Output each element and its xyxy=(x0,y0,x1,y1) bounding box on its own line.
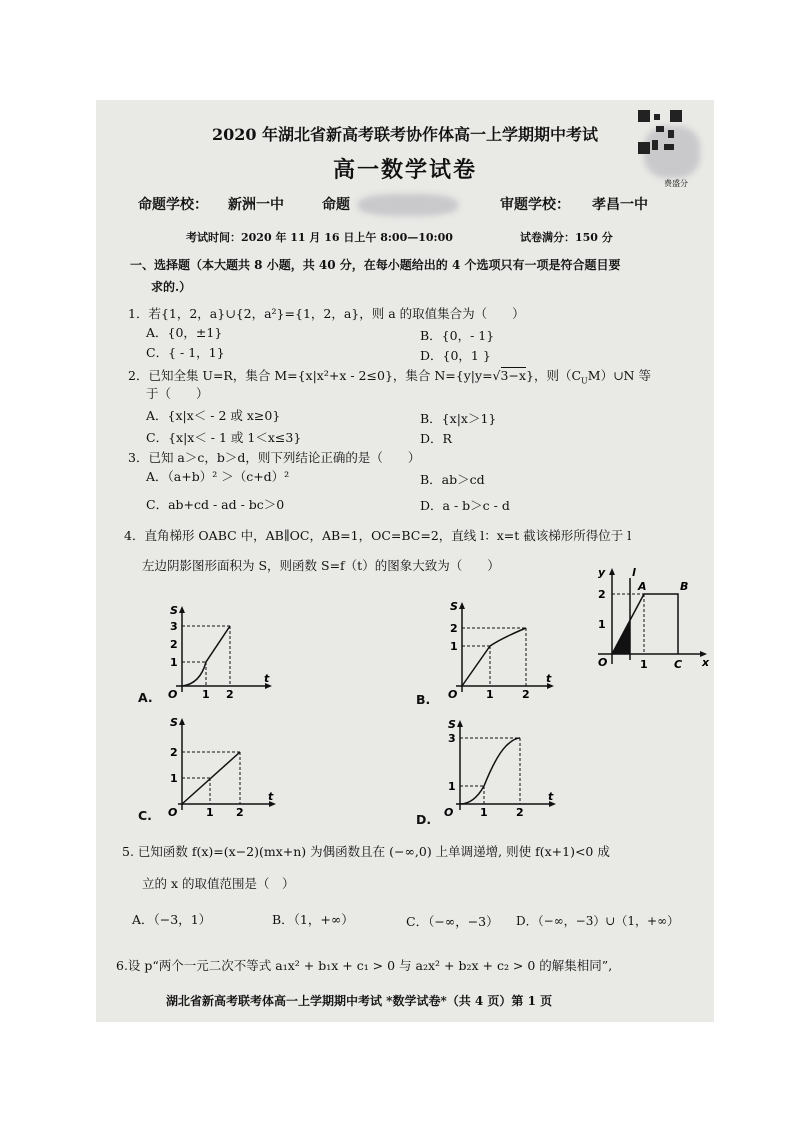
trap-tick-2: 2 xyxy=(598,588,606,601)
exam-paper xyxy=(96,100,714,1022)
q2-stem-b: }，则（C xyxy=(526,368,582,383)
graph-b-tick-1y: 1 xyxy=(450,640,458,653)
graph-d-tick-1x: 1 xyxy=(480,806,488,819)
graph-b-label-o: O xyxy=(448,688,458,701)
trap-label-y: y xyxy=(598,566,606,579)
review-name: 孝昌一中 xyxy=(592,197,648,213)
teacher-label: 命题 xyxy=(322,197,350,213)
graph-a-tick-1x: 1 xyxy=(202,688,210,701)
graph-a-label-s: S xyxy=(170,604,178,617)
graph-d xyxy=(436,716,562,820)
graph-a xyxy=(156,602,278,702)
q5-stem-b: 立的 x 的取值范围是（ ） xyxy=(142,876,295,891)
q2-radicand: 3−x xyxy=(500,368,526,383)
graph-d-tick-3: 3 xyxy=(448,732,456,745)
trap-y-arrow-icon xyxy=(609,568,615,575)
q1-option-d: D．{0，1 } xyxy=(420,348,491,363)
q2-option-c: C．{x|x＜ - 1 或 1＜x≤3} xyxy=(146,430,302,445)
graph-c-tick-1y: 1 xyxy=(170,772,178,785)
graph-d-label-s: S xyxy=(448,718,456,731)
q2-option-b: B．{x|x＞1} xyxy=(420,411,497,426)
graph-d-option: D. xyxy=(416,812,432,827)
q1-option-c: C．{ - 1，1} xyxy=(146,345,225,360)
graph-b-tick-1x: 1 xyxy=(486,688,494,701)
q2-sub: U xyxy=(581,376,588,386)
graph-d-curve xyxy=(460,738,520,804)
q2-stem-a: 2．已知全集 U=R，集合 M={x|x²+x - 2≤0}，集合 N={y|y= xyxy=(128,368,493,383)
trapezoid-figure xyxy=(586,564,710,672)
paper-subtitle: 高一数学试卷 xyxy=(332,157,477,183)
trap-label-o: O xyxy=(598,656,608,669)
graph-d-tick-2x: 2 xyxy=(516,806,524,819)
school-name: 新洲一中 xyxy=(228,197,284,213)
graph-c-label-s: S xyxy=(170,716,178,729)
trap-tick-1y: 1 xyxy=(598,618,606,631)
graph-a-y-arrow-icon xyxy=(179,606,185,613)
q3-option-d: D．a - b＞c - d xyxy=(420,498,510,513)
exam-title: 2020 年湖北省新高考联考协作体高一上学期期中考试 xyxy=(211,125,599,144)
q1-stem: 1．若{1，2，a}∪{2，a²}={1，2，a}，则 a 的取值集合为（ ） xyxy=(128,306,525,321)
school-label: 命题学校： xyxy=(138,197,208,213)
full-score: 试卷满分：150 分 xyxy=(520,231,613,244)
graph-c-y-arrow-icon xyxy=(179,718,185,725)
graph-c xyxy=(158,714,282,818)
exam-time: 考试时间：2020 年 11 月 16 日上午 8:00—10:00 xyxy=(186,231,453,244)
section1-line1: 一、选择题（本大题共 8 小题，共 40 分，在每小题给出的 4 个选项只有一项是符合题目要 xyxy=(130,258,621,272)
graph-c-tick-2x: 2 xyxy=(236,806,244,818)
graph-b-label-s: S xyxy=(450,600,458,613)
graph-c-tick-2: 2 xyxy=(170,746,178,759)
review-label: 审题学校： xyxy=(500,197,570,213)
graph-a-tick-1y: 1 xyxy=(170,656,178,669)
q3-option-b: B．ab＞cd xyxy=(420,472,485,487)
graph-a-tick-3: 3 xyxy=(170,620,178,633)
q4-line2: 左边阴影图形面积为 S，则函数 S=f（t）的图象大致为（ ） xyxy=(142,558,500,573)
q5-stem-a: 5. 已知函数 f(x)=(x−2)(mx+n) 为偶函数且在 (−∞,0) 上单调递增, 则使 f(x+1)<0 成 xyxy=(122,844,610,859)
q4-line1: 4．直角梯形 OABC 中，AB∥OC，AB=1，OC=BC=2，直线 l：x=t 截该梯形所得位于 l xyxy=(124,528,632,543)
graph-d-tick-1y: 1 xyxy=(448,780,456,793)
q3-option-a: A．（a+b）² ＞（c+d）² xyxy=(146,469,290,484)
q5-option-d: D．（−∞，−3）∪（1，+∞） xyxy=(516,914,680,928)
graph-b-tick-2: 2 xyxy=(450,622,458,635)
trap-label-l: l xyxy=(632,566,636,579)
q5-option-a: A．（−3，1） xyxy=(132,912,212,927)
q2-sqrt-icon: √ xyxy=(492,368,501,383)
q3-option-c: C．ab+cd - ad - bc＞0 xyxy=(146,497,285,512)
graph-d-label-t: t xyxy=(548,790,554,803)
q1-option-b: B．{0，- 1} xyxy=(420,328,495,343)
q5-option-c: C．（−∞，−3） xyxy=(406,914,499,929)
trap-label-a: A xyxy=(638,580,647,593)
graph-b xyxy=(436,598,560,702)
q2-option-a: A．{x|x＜ - 2 或 x≥0} xyxy=(146,408,281,423)
redaction-smudge-teacher xyxy=(358,194,458,216)
graph-a-option: A. xyxy=(138,690,153,705)
q5-option-b: B．（1，+∞） xyxy=(272,912,354,927)
q1-option-a: A．{0，±1} xyxy=(146,325,223,340)
trap-tick-1x: 1 xyxy=(640,658,648,671)
q2-option-d: D．R xyxy=(420,431,452,446)
graph-a-label-o: O xyxy=(168,688,178,701)
graph-c-tick-1x: 1 xyxy=(206,806,214,818)
trap-label-c: C xyxy=(674,658,683,671)
q2-line2: 于（ ） xyxy=(146,386,209,401)
graph-b-tick-2x: 2 xyxy=(522,688,530,701)
graph-c-line xyxy=(182,752,240,804)
trap-label-b: B xyxy=(680,580,689,593)
page-footer: 湖北省新高考联考体高一上学期期中考试 *数学试卷*（共 4 页）第 1 页 xyxy=(166,994,553,1008)
graph-a-tick-2: 2 xyxy=(170,638,178,651)
graph-c-label-o: O xyxy=(168,806,178,818)
q6-stem: 6.设 p“两个一元二次不等式 a₁x² + b₁x + c₁ > 0 与 a₂x² + b₂x + c₂ > 0 的解集相同”, xyxy=(116,958,613,973)
section1-line2: 求的.） xyxy=(151,280,192,294)
graph-b-curve xyxy=(462,628,526,686)
graph-d-label-o: O xyxy=(444,806,454,819)
graph-b-label-t: t xyxy=(546,672,552,685)
graph-a-label-t: t xyxy=(264,672,270,685)
trap-label-x: x xyxy=(702,656,710,669)
q2-stem-c: M）∪N 等 xyxy=(587,368,651,383)
graph-a-tick-2x: 2 xyxy=(226,688,234,701)
corner-note: 费盛分 xyxy=(664,179,688,188)
graph-b-y-arrow-icon xyxy=(459,602,465,609)
q3-stem: 3．已知 a＞c，b＞d，则下列结论正确的是（ ） xyxy=(128,450,421,465)
graph-b-option: B. xyxy=(416,692,431,707)
graph-d-y-arrow-icon xyxy=(457,720,463,727)
graph-c-option: C. xyxy=(138,808,152,823)
graph-c-label-t: t xyxy=(268,790,274,803)
